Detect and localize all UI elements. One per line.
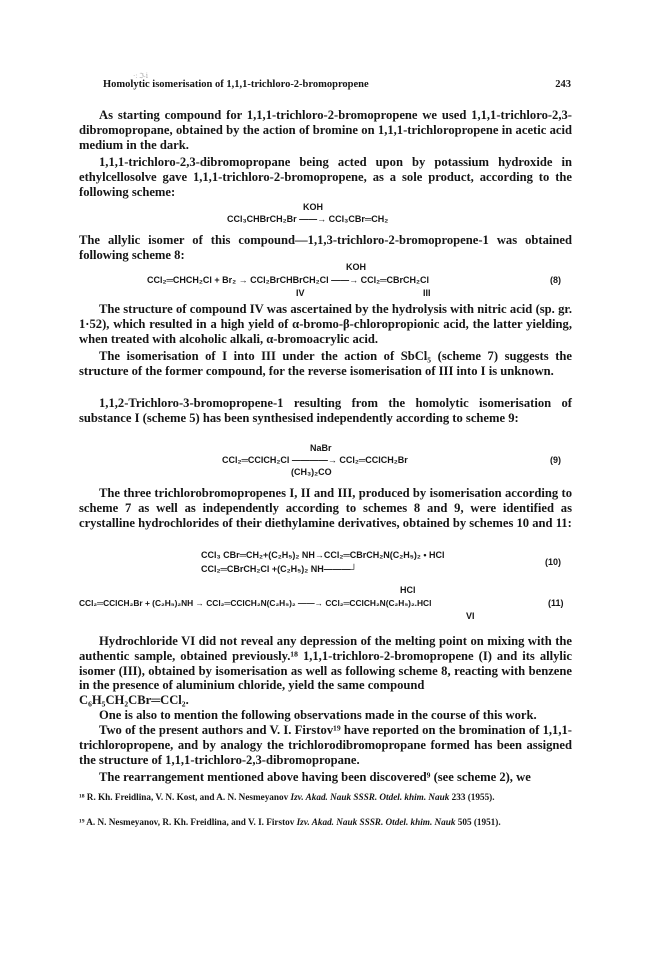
scheme-10-line-2: CCl₂═CBrCH₂Cl +(C₂H₅)₂ NH———┘ [201,564,358,574]
footnote-19-authors: ¹⁹ A. N. Nesmeyanov, R. Kh. Freidlina, and V. I. Firstov [79,817,295,827]
paragraph-11: The rearrangement mentioned above having been discovered⁹ (see scheme 2), we [99,770,531,784]
scheme-10-number: (10) [545,557,562,567]
running-title: Homolytic isomerisation of 1,1,1-trichloro-2-bromopropene [103,79,369,90]
footnote-18-authors: ¹⁸ R. Kh. Freidlina, V. N. Kost, and A. N. Nesmeyanov [79,792,289,802]
compound-label-iv: IV [296,288,305,298]
paragraph-8-formula: C₆H₅CH₂CBr═CCl₂. [79,693,189,707]
paragraph-9: One is also to mention the following observations made in the course of this work. [99,708,537,722]
paragraph-10: Two of the present authors and V. I. Firstov¹⁹ have reported on the bromination of 1,1,1-trichloropropene, and by analogy the trichlorodibromopropane formed has been assigned the structure of 1,1,1-trichloro-2,3-dibromopropane. [79,723,572,767]
paragraph-6: 1,1,2-Trichloro-3-bromopropene-1 resulting from the homolytic isomerisation of substance I (scheme 5) has been synthesised independently according to scheme 9: [79,396,572,425]
scheme-9: CCl₂═CClCH₂Cl ————→ CCl₂═CClCH₂Br [222,455,408,465]
scheme-11-reagent: HCl [400,585,416,595]
compound-label-vi: VI [466,611,475,621]
scheme-9-number: (9) [550,455,561,465]
paragraph-1: As starting compound for 1,1,1-trichloro-2-bromopropene we used 1,1,1-trichloro-2,3-dibromopropane, obtained by the action of bromine on 1,1,1-trichloropropene in acetic acid medium in the dark. [79,108,572,152]
header-mark: ·: ℑ⸳ⅰ [133,72,149,80]
paragraph-4: The structure of compound IV was ascertained by the hydrolysis with nitric acid (sp. gr. 1·52), which resulted in a high yield of α-bromo-β-chloropropionic acid, the latter yielding, when treated with alcoholic alkali, α-bromoacrylic acid. [79,302,572,346]
scheme-8-reagent: KOH [346,262,366,272]
scheme-10-line-1: CCl₃ CBr═CH₂+(C₂H₅)₂ NH→CCl₂═CBrCH₂N(C₂H₅)₂ • HCl [201,550,445,560]
scheme-8: CCl₂═CHCH₂Cl + Br₂ → CCl₂BrCHBrCH₂Cl ——→ CCl₂═CBrCH₂Cl [147,275,430,285]
paragraph-2: 1,1,1-trichloro-2,3-dibromopropane being acted upon by potassium hydroxide in ethylcellosolve gave 1,1,1-trichloro-2-bromopropene, as a sole product, according to the following scheme: [79,155,572,199]
scheme-8-number: (8) [550,275,561,285]
running-header [103,72,571,90]
footnote-18-journal: Izv. Akad. Nauk SSSR. Otdel. khim. Nauk [290,792,450,802]
footnote-18 [79,792,572,803]
footnote-19-ref: 505 (1951). [457,817,501,827]
page-number: 243 [555,79,571,90]
scheme-1-reagent: KOH [303,202,323,212]
scheme-11-number: (11) [548,598,564,608]
footnote-19 [79,817,572,828]
scheme-1: CCl₃CHBrCH₂Br ——→ CCl₃CBr═CH₂ [227,214,389,224]
scheme-9-reagent-top: NaBr [310,443,332,453]
footnote-19-journal: Izv. Akad. Nauk SSSR. Otdel. khim. Nauk [296,817,456,827]
compound-label-iii: III [423,288,431,298]
footnote-18-ref: 233 (1955). [451,792,495,802]
paragraph-5: The isomerisation of I into III under the action of SbCl₅ (scheme 7) suggests the structure of the former compound, for the reverse isomerisation of III into I is unknown. [79,349,572,378]
paragraph-7: The three trichlorobromopropenes I, II and III, produced by isomerisation according to scheme 7 as well as independently according to schemes 8 and 9, were identified as crystalline hydrochlorides of their diethylamine derivatives, obtained by schemes 10 and 11: [79,486,572,530]
scheme-9-reagent-bottom: (CH₃)₂CO [291,467,332,477]
scheme-11: CCl₂═CClCH₂Br + (C₂H₅)₂NH → CCl₂═CClCH₂N(C₂H₅)₂ ——→ CCl₂═CClCH₂N(C₂H₅)₂.HCl [79,598,432,608]
paragraph-3: The allylic isomer of this compound—1,1,3-trichloro-2-bromopropene-1 was obtained following scheme 8: [79,233,572,262]
paragraph-8: Hydrochloride VI did not reveal any depression of the melting point on mixing with the authentic sample, obtained previously.¹⁸ 1,1,1-trichloro-2-bromopropene (I) and its allylic isomer (III), obtained by isomerisation as well as following scheme 8, reacting with benzene in the presence of aluminium chloride, yield the same compound [79,634,572,693]
